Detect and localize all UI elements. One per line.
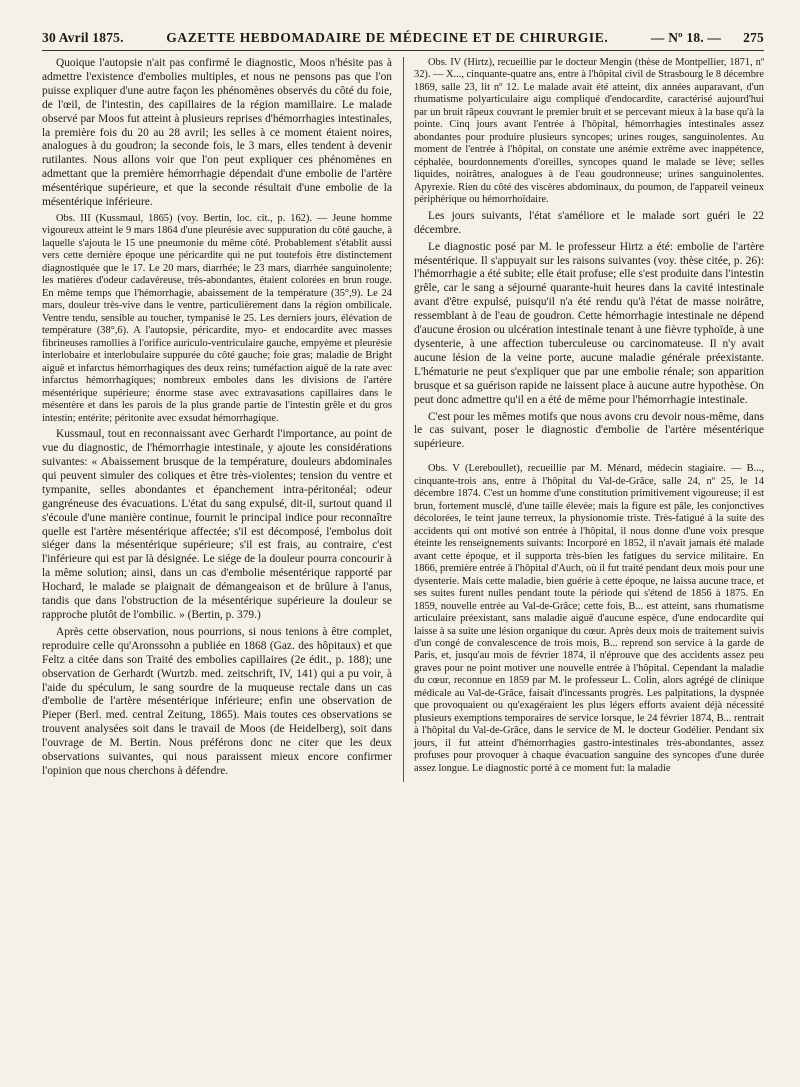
column-divider — [403, 57, 404, 782]
page-header — [42, 30, 764, 51]
right-column — [414, 57, 764, 782]
page-number: 275 — [743, 30, 764, 45]
observation-iii-kussmaul: Obs. III (Kussmaul, 1865) (voy. Bertin, loc. cit., p. 162). — Jeune homme vigoureux atteint le 9 mars 1864 d'une pleurésie avec suppuration du côté gauche, à laquelle s'ajouta le 15 une pneumonie du même côté. Probablement s'établit aussi vers cette dernière époque une péricardite qui ne put toutefois être distinctement diagnostiquée que le 17. Le 20 mars, diarrhée; le 23 mars, diarrhée sanguinolente; les matières d'odeur cadavéreuse, très-abondantes, étaient colorées en brun rouge. En même temps que l'hémorrhagie, abaissement de la température (35°,9). Le 24 mars, douleur très-vive dans le ventre, particulièrement dans la région ombilicale. Ventre tendu, sensible au toucher, tympanisé le 25. Les derniers jours, élévation de température (38°,6). A l'autopsie, péricardite, myo- et endocardite avec masses fibrineuses ramollies à l'orifice auriculo-ventriculaire gauche, empyème et pleurésie interlobaire et interlobulaire suppurée du côté gauche; foie gras; maladie de Bright aiguë et infarctus hémorrhagiques des deux reins; tuméfaction aiguë de la rate avec infarctus hémorrhagiques; nombreux emboles dans les divisions de l'artère mésentérique supérieure; énorme stase avec extravasations capillaires dans le mésentère et dans les parois de la plus grande partie de l'intestin grêle et du gros intestin; entérite; péritonite avec exsudat hémorrhagique. — [42, 212, 392, 424]
observation-v-lereboullet: Obs. V (Lereboullet), recueillie par M. Ménard, médecin stagiaire. — B..., cinquante-trois ans, entre à l'hôpital du Val-de-Grâce, salle 24, nº 25, le 14 décembre 1874. C'est un homme d'une constitution primitivement vigoureuse; il est brun, fortement musclé, d'une taille élevée; mais la figure est pâle, les conjonctives décolorées, le teint jaune terreux, la physionomie triste. Très-fatigué à la suite des accidents qui ont motivé son entrée à l'hôpital, il nous donne d'une voix presque éteinte les renseignements suivants: Incorporé en 1852, il n'avait jamais été malade avant cette époque, et il supporta très-bien les fatigues du service militaire. En 1866, première entrée à l'hôpital d'Auch, où il fut traité pendant deux mois pour une dysenterie. Mais cette maladie, bien guérie à cette époque, ne laissa aucune trace, et ses suites furent nulles pendant toute la période qui s'étend de 1856 à 1875. En 1859, nouvelle entrée au Val-de-Grâce; cette fois, B... est atteint, sans rhumatisme articulaire préexistant, sans maladie aiguë d'aucune espèce, d'une endocardite qui laisse à sa suite une lésion organique du cœur. Après deux mois de traitement suivis d'un congé de convalescence de trois mois, B... reprend son service à la garde de Paris, et, jusqu'au mois de février 1874, il n'éprouve que des accidents assez peu graves pour ne point motiver une nouvelle entrée à l'hôpital. Cependant la maladie du cœur, reconnue en 1859 par M. le professeur L. Colin, alors agrégé de clinique médicale au Val-de-Grâce, faisait d'incessants progrès. Les palpitations, la dyspnée que provoquaient ou qu'exagéraient les plus légers efforts avaient déjà nécessité plusieurs exemptions temporaires de service lorsque, le 24 février 1874, B... rentrait à l'hôpital du Val-de-Grâce, dans le service de M. le docteur Godélier. Pendant six jours, il fut atteint d'hémorrhagies gastro-intestinales très-abondantes, assez profuses pour provoquer à chaque évacuation sanguine des syncopes d'une durée assez longue. Le diagnostic porté à ce moment fut: la maladie — [414, 463, 764, 774]
issue-date: 30 Avril 1875. — [42, 30, 124, 45]
paragraph-hirtz-diagnosis: Le diagnostic posé par M. le professeur Hirtz a été: embolie de l'artère mésentérique. Il s'appuyait sur les raisons suivantes (voy. thèse citée, p. 26): l'hémorrhagie a été subite; elle était profuse; elle s'est produite dans l'intestin grêle, car le sang a séjourné quarante-huit heures dans la cavité intestinale avant d'être expulsé, puisqu'il n'a été rendu qu'à l'état de masse noirâtre, ressemblant à de l'eau de goudron. Cette hémorrhagie intestinale ne dépend d'aucune érosion ou ulcération intestinale tenant à une fièvre typhoïde, à une dysenterie, à une affection tuberculeuse ou carcinomateuse. Il n'y avait aucune lésion de la veine porte, aucune maladie générale préexistante. L'hématurie ne peut s'expliquer que par une embolie rénale; son apparition brusque et sa guérison rapide ne laissent place à aucune autre hypothèse. On peut donc admettre qu'il en a été de même pour l'hémorrhagie intestinale. — [414, 240, 764, 406]
issue-number: — Nº 18. — — [650, 30, 722, 45]
journal-title: GAZETTE HEBDOMADAIRE DE MÉDECINE ET DE CHIRURGIE. — [166, 30, 609, 45]
paragraph-same-motives: C'est pour les mêmes motifs que nous avons cru devoir nous-même, dans le cas suivant, poser le diagnostic d'embolie de l'artère mésentérique supérieure. — [414, 410, 764, 451]
paragraph-kussmaul-considerations: Kussmaul, tout en reconnaissant avec Gerhardt l'importance, au point de vue du diagnostic, de l'hémorrhagie intestinale, y ajoute les considérations suivantes: « Abaissement brusque de la température, douleurs abdominales qui peuvent simuler des coliques et être très-violentes; tension du ventre et tympanite, selles abondantes et épanchement intra-péritonéal; odeur gangréneuse des évacuations. L'état du sang expulsé, dit-il, surtout quand il s'écoule d'une manière continue, fournit le principal indice pour reconnaître quelle est l'artère mésentérique affectée; s'il est décomposé, l'embolus doit siéger dans la mésentérique supérieure; s'il est frais, au contraire, c'est l'inférieure qui est par là désignée. Le siége de la douleur pourra concourir à la même solution; ainsi, dans un cas d'embolie mésentérique rapporté par Hochard, le malade se plaignait de démangeaison et de brûlure à l'anus, tandis que dans l'obstruction de la mésentérique supérieure la douleur se rapproche plutôt de l'ombilic. » (Bertin, p. 379.) — [42, 428, 392, 621]
two-column-body — [42, 57, 764, 782]
paragraph-other-observations: Après cette observation, nous pourrions, si nous tenions à être complet, reproduire celle qu'Aronssohn a publiée en 1868 (Gaz. des hôpitaux) et que Feltz a citée dans son Traité des embolies capillaires (2e édit., p. 188); une observation de Gerhardt (Wurtzb. med. zeitschrift, IV, 141) qui a pu voir, à l'aide du spéculum, le sang sourdre de la muqueuse rectale dans un cas d'embolie de l'artère mésentérique inférieure; enfin une observation de Pieper (Berl. med. central Zeitung, 1865). Mais toutes ces observations se trouvent analysées soit dans le travail de Moos (de Heidelberg), soit dans l'ouvrage de M. Bertin. Nous préférons donc ne citer que les deux observations suivantes, qui nous paraissent mieux encore confirmer l'opinion que nous cherchons à défendre. — [42, 625, 392, 777]
paragraph-recovery: Les jours suivants, l'état s'améliore et le malade sort guéri le 22 décembre. — [414, 209, 764, 236]
observation-iv-hirtz: Obs. IV (Hirtz), recueillie par le docteur Mengin (thèse de Montpellier, 1871, nº 32). — X..., cinquante-quatre ans, entre à l'hôpital civil de Strasbourg le 8 décembre 1869, salle 23, lit nº 12. Le malade avait été atteint, dix années auparavant, d'un rhumatisme polyarticulaire aigu compliqué d'endocardite, caractérisé aujourd'hui par un bruit râpeux couvrant le premier bruit et se percevant mieux à la base qu'à la pointe. Cinq jours avant l'entrée à l'hôpital, hémorrhagies intestinales assez abondantes pour produire plusieurs syncopes; urines rouges, sanguinolentes. Au moment de l'entrée à l'hôpital, on constate une anémie extrême avec inappétence, céphalée, bourdonnements d'oreilles, syncopes quand le malade se lève; selles liquides, noirâtres, analogues à de l'eau goudronneuse; urines sanguinolentes. Apyrexie. Rien du côté des viscères abdominaux, du poumon, de l'appareil veineux périphérique ou hémorrhoïdaire. — [414, 57, 764, 206]
left-column — [42, 57, 392, 782]
paragraph-moos-autopsy: Quoique l'autopsie n'ait pas confirmé le diagnostic, Moos n'hésite pas à admettre l'existence d'embolies multiples, et nous ne pensons pas que l'on puisse expliquer d'une autre façon les phénomènes observés du côté du foie, de l'œil, de l'intestin, des capillaires de la région mamillaire. Le malade observé par Moos fut atteint à plusieurs reprises d'hémorrhagies intestinales, la première fois du 20 au 28 avril; les selles à ce moment étaient noires, analogues à du goudron; la seconde fois, le 3 mars, elles tendent à devenir rutilantes. Nous allons voir que l'on peut expliquer ces phénomènes en admettant que la première hémorrhagie dépendait d'une embolie de l'artère mésentérique supérieure, et que la seconde résultait d'une embolie de la mésentérique inférieure. — [42, 57, 392, 209]
issue-and-page — [651, 30, 764, 46]
